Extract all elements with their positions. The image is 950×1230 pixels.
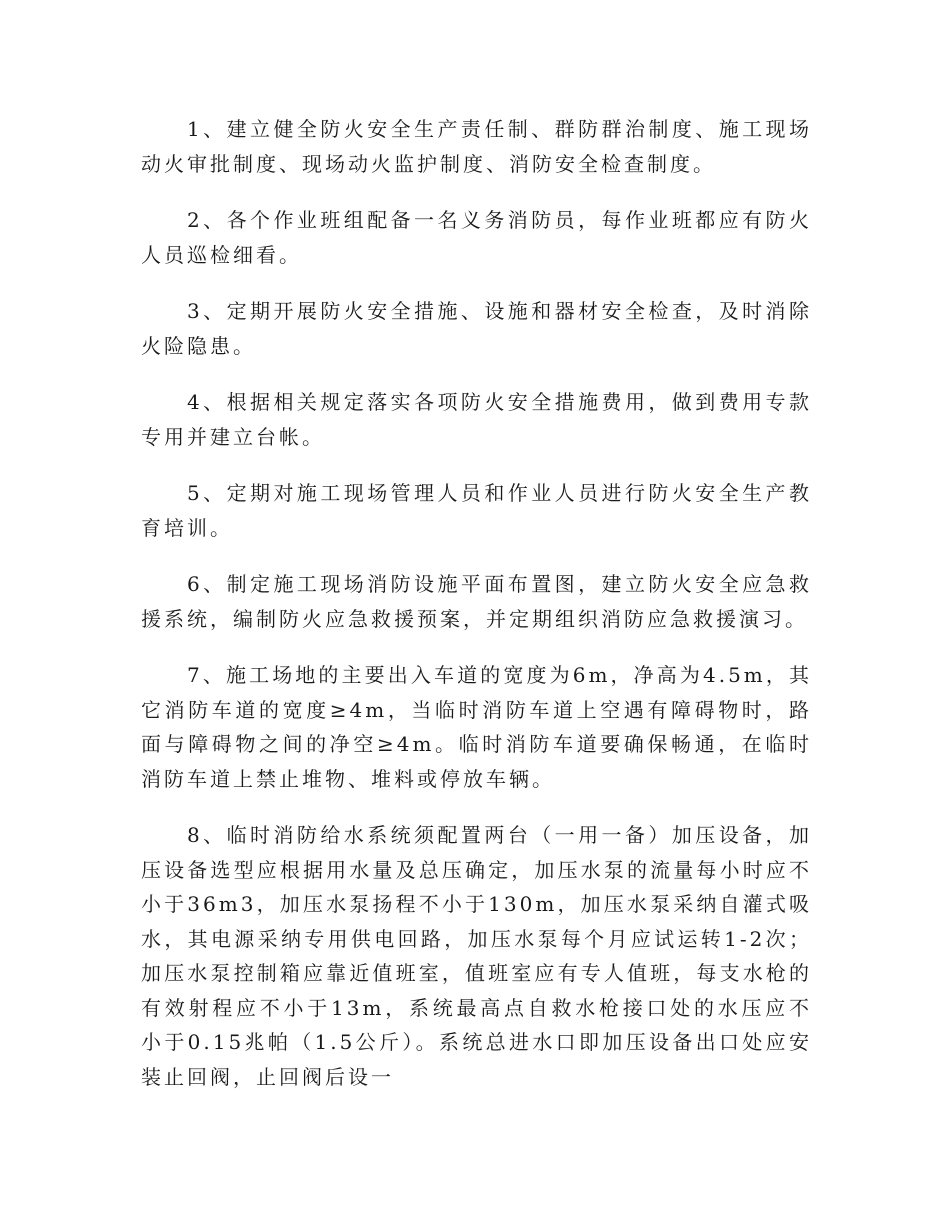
paragraph-3: 3、定期开展防火安全措施、设施和器材安全检查，及时消除火险隐患。: [141, 299, 812, 358]
paragraph-5: 5、定期对施工现场管理人员和作业人员进行防火安全生产教育培训。: [141, 481, 812, 540]
paragraph-8: 8、临时消防给水系统须配置两台（一用一备）加压设备，加压设备选型应根据用水量及总压确定，加压水泵的流量每小时应不小于36m3，加压水泵扬程不小于130m，加压水泵采纳自灌式吸水，其电源采纳专用供电回路，加压水泵每个月应试运转1-2次；加压水泵控制箱应靠近值班室，值班室应有专人值班，每支水枪的有效射程应不小于13m，系统最高点自救水枪接口处的水压应不小于0.15兆帕（1.5公斤）。系统总进水口即加压设备出口处应安装止回阀，止回阀后设一: [141, 823, 812, 1089]
paragraph-4: 4、根据相关规定落实各项防火安全措施费用，做到费用专款专用并建立台帐。: [141, 390, 812, 449]
paragraph-1: 1、建立健全防火安全生产责任制、群防群治制度、施工现场动火审批制度、现场动火监护制度、消防安全检查制度。: [141, 117, 812, 176]
paragraph-2: 2、各个作业班组配备一名义务消防员，每作业班都应有防火人员巡检细看。: [141, 208, 812, 267]
paragraph-7: 7、施工场地的主要出入车道的宽度为6m，净高为4.5m，其它消防车道的宽度≥4m，当临时消防车道上空遇有障碍物时，路面与障碍物之间的净空≥4m。临时消防车道要确保畅通，在临时消防车道上禁止堆物、堆料或停放车辆。: [141, 663, 812, 791]
paragraph-6: 6、制定施工现场消防设施平面布置图，建立防火安全应急救援系统，编制防火应急救援预案，并定期组织消防应急救援演习。: [141, 572, 812, 631]
